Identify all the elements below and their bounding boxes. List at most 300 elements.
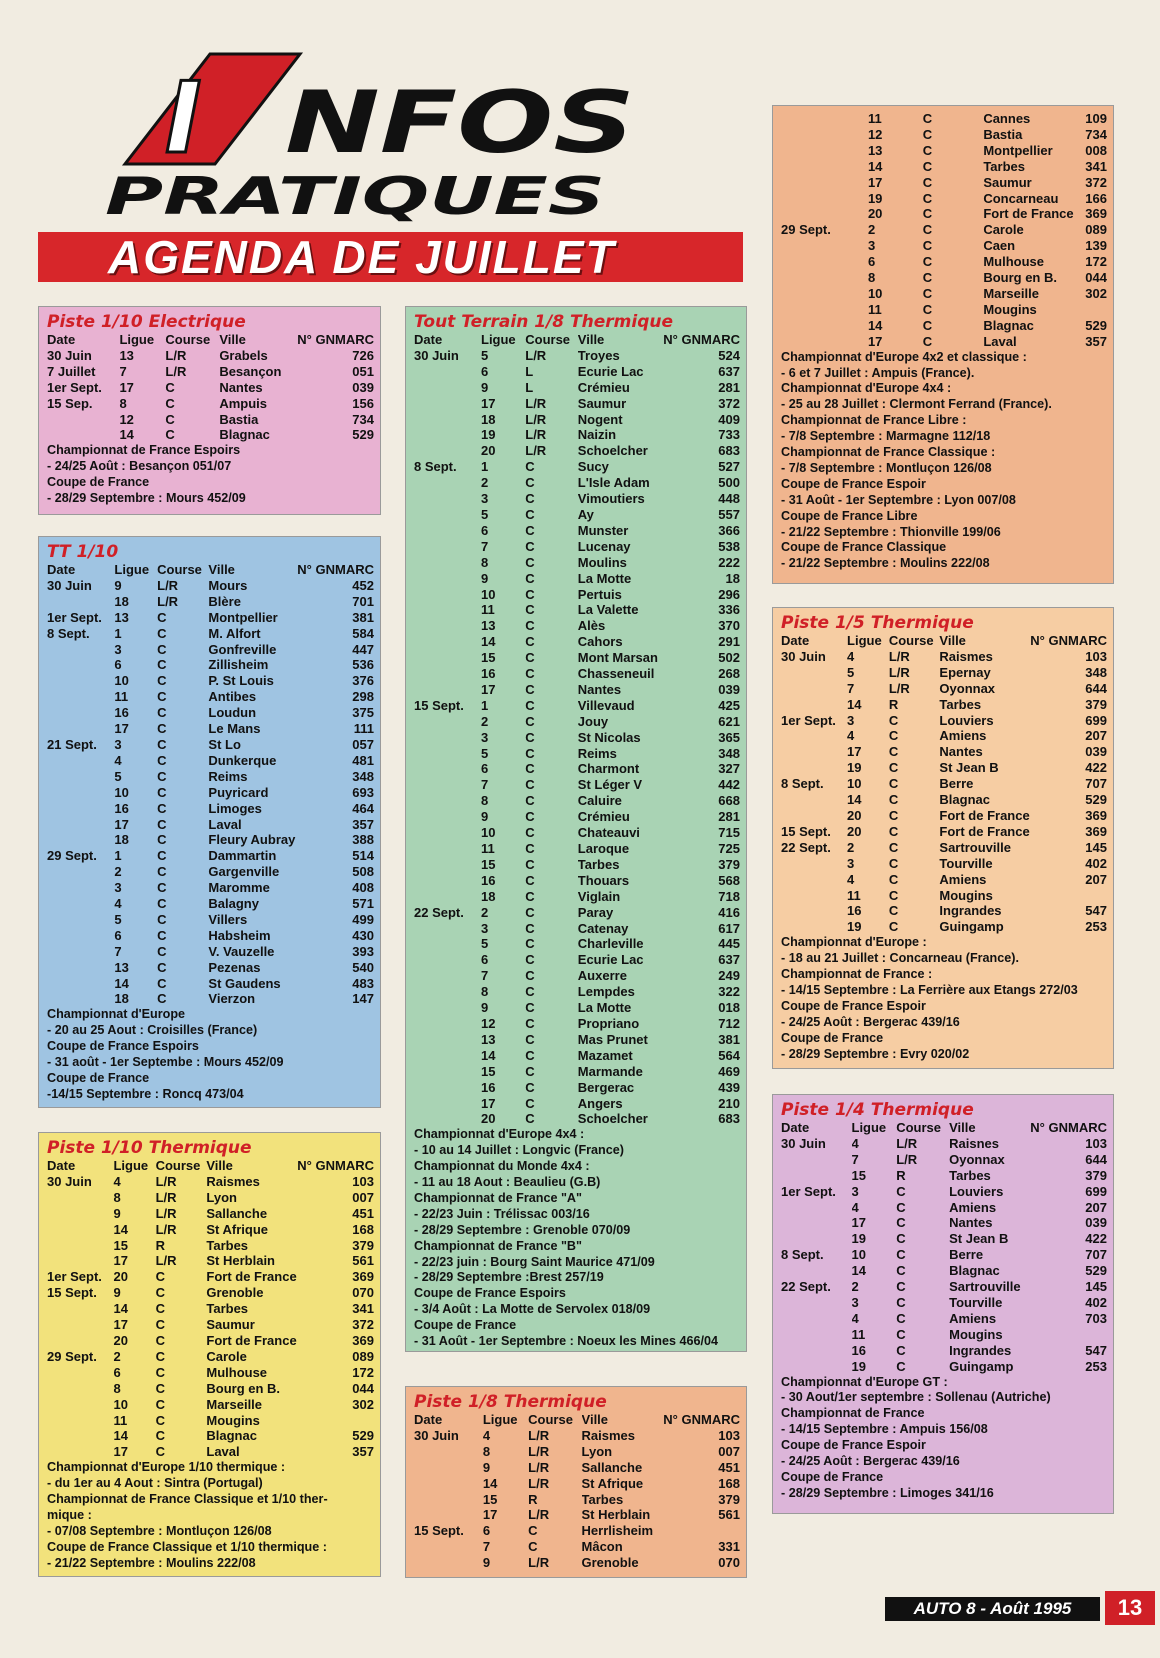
table-cell: Blagnac <box>949 1263 1000 1279</box>
table-cell: C <box>888 760 899 776</box>
table-cell: C <box>157 880 167 896</box>
column-header: Ville <box>219 332 246 347</box>
table-cell: L/R <box>528 1427 550 1443</box>
table-cell: 483 <box>352 975 374 991</box>
table-cell: 422 <box>1085 1231 1107 1247</box>
table-cell: 4 <box>851 1135 859 1151</box>
table-row <box>47 896 374 912</box>
table-row <box>414 889 740 905</box>
table-row <box>781 728 1107 744</box>
table-cell: 529 <box>1085 792 1107 808</box>
table-cell: 370 <box>718 618 740 634</box>
note-line: Coupe de France <box>781 1469 884 1484</box>
logo-letter: I <box>165 62 202 176</box>
table-cell: 540 <box>352 959 374 975</box>
table-cell: L/R <box>528 1475 550 1491</box>
table-cell: Dammartin <box>208 848 277 864</box>
championship-notes <box>781 350 1107 573</box>
table-cell: 3 <box>847 855 855 871</box>
table-cell: C <box>525 1047 535 1063</box>
table-cell: Tarbes <box>577 856 620 872</box>
table-cell: 16 <box>481 666 496 682</box>
table-cell <box>414 1096 481 1112</box>
table-cell: 718 <box>718 888 740 904</box>
table-cell: 15 Sept. <box>414 1523 464 1539</box>
table-cell: 712 <box>718 1015 740 1031</box>
table-cell: C <box>157 641 167 657</box>
table-cell: 168 <box>352 1221 374 1237</box>
table-cell: C <box>922 111 933 126</box>
table-cell: 388 <box>352 832 374 848</box>
table-cell: Laval <box>983 333 1017 349</box>
table-cell: Moulins <box>577 554 627 570</box>
table-cell: Mougins <box>206 1412 260 1428</box>
table-cell <box>414 539 481 555</box>
note-line: Coupe de France <box>414 1318 517 1333</box>
table-cell: C <box>922 333 933 349</box>
table-cell: C <box>157 673 167 689</box>
note-line: Championnat d'Europe 4x4 : <box>414 1127 585 1142</box>
table-cell: C <box>525 809 535 825</box>
table-row <box>414 412 740 428</box>
table-cell: C <box>525 697 535 713</box>
table-cell: 451 <box>718 1459 740 1475</box>
table-cell: 14 <box>847 696 862 712</box>
table-cell: 416 <box>718 904 740 920</box>
table-row <box>47 1174 374 1190</box>
table-cell <box>414 952 481 968</box>
table-cell: C <box>922 317 933 333</box>
table-row <box>781 888 1107 904</box>
table-cell: 3 <box>847 712 855 728</box>
table-cell <box>47 594 114 610</box>
table-cell: Lempdes <box>577 984 635 1000</box>
table-cell <box>781 1311 852 1327</box>
table-row <box>47 642 374 658</box>
table-cell <box>781 334 868 350</box>
table-cell: C <box>888 728 899 744</box>
table-row <box>414 936 740 952</box>
table-row <box>47 848 374 864</box>
table-row <box>781 856 1107 872</box>
note-line: - 22/23 juin : Bourg Saint Maurice 471/09 <box>414 1254 655 1269</box>
table-cell <box>414 841 481 857</box>
table-cell: C <box>888 712 899 728</box>
table-cell: 10 <box>851 1247 866 1263</box>
table-cell: 500 <box>718 475 740 491</box>
table-cell: Maromme <box>208 880 270 896</box>
table-row <box>47 1333 374 1349</box>
note-line: Coupe de France Espoirs <box>414 1286 566 1301</box>
table-cell: 683 <box>718 443 740 459</box>
table-cell: 13 <box>867 142 883 158</box>
table-cell <box>781 206 868 222</box>
table-row <box>47 427 374 443</box>
table-cell: C <box>157 975 167 991</box>
table-cell: 348 <box>718 745 740 761</box>
table-row <box>47 1413 374 1429</box>
table-row <box>781 206 1107 222</box>
table-cell: 379 <box>352 1237 374 1253</box>
column-header: Ville <box>581 1412 609 1427</box>
table-cell <box>781 1263 852 1279</box>
table-row <box>47 864 374 880</box>
page-number: 13 <box>1105 1591 1155 1625</box>
column-header: Course <box>157 562 202 577</box>
note-line: - 21/22 Septembre : Moulins 222/08 <box>781 556 990 571</box>
table-row <box>47 396 374 412</box>
table-cell: 357 <box>352 816 374 832</box>
table-cell: 19 <box>851 1358 866 1374</box>
table-cell: 103 <box>718 1427 740 1443</box>
table-cell: 9 <box>482 1555 491 1571</box>
table-cell: L/R <box>157 577 179 593</box>
table-cell: 348 <box>1085 664 1107 680</box>
header-row <box>47 1158 374 1174</box>
table-row <box>47 1301 374 1317</box>
note-line: mique : <box>47 1507 92 1522</box>
schedule-table <box>414 332 740 1127</box>
table-cell: Chasseneuil <box>577 666 655 682</box>
table-cell <box>47 1413 113 1429</box>
table-cell: 375 <box>352 705 374 721</box>
table-cell: 29 Sept. <box>781 222 831 238</box>
table-cell: 039 <box>1085 1215 1107 1231</box>
table-row <box>47 801 374 817</box>
table-row <box>47 1222 374 1238</box>
table-cell <box>781 1215 852 1231</box>
table-cell: 30 Juin <box>781 1135 826 1151</box>
table-cell: 089 <box>1085 222 1107 238</box>
table-cell: L/R <box>155 1205 177 1221</box>
table-cell <box>781 318 868 334</box>
table-cell: St Afrique <box>206 1221 269 1237</box>
table-cell: 4 <box>482 1427 491 1443</box>
table-cell: 8 <box>481 793 489 809</box>
table-row <box>414 841 740 857</box>
table-cell <box>781 903 847 919</box>
table-cell <box>1030 1327 1107 1343</box>
table-cell <box>781 143 868 159</box>
table-row <box>414 1460 740 1476</box>
table-cell: 15 <box>481 856 496 872</box>
table-cell: 10 <box>113 1396 128 1412</box>
table-cell <box>414 491 481 507</box>
header-row <box>47 562 374 578</box>
table-cell: 039 <box>718 681 740 697</box>
table-cell: 14 <box>867 158 883 174</box>
table-cell: L/R <box>155 1189 177 1205</box>
column-header: N° GNMARC <box>297 562 374 577</box>
table-cell: C <box>525 475 535 491</box>
table-cell: C <box>525 491 535 507</box>
table-cell <box>47 769 114 785</box>
table-cell: 29 Sept. <box>47 1348 97 1364</box>
table-cell <box>414 634 481 650</box>
table-cell: Catenay <box>577 920 629 936</box>
table-cell: C <box>896 1183 906 1199</box>
table-cell: 5 <box>114 911 122 927</box>
table-cell: Concarneau <box>983 190 1059 206</box>
table-cell <box>47 801 114 817</box>
table-cell: C <box>922 301 933 317</box>
table-cell: C <box>888 776 899 792</box>
table-cell: L/R <box>528 1507 550 1523</box>
table-cell: La Motte <box>577 1000 632 1016</box>
table-cell: 17 <box>851 1215 866 1231</box>
column-header: Ligue <box>847 633 882 648</box>
table-cell: 14 <box>867 317 883 333</box>
table-cell: 2 <box>113 1348 121 1364</box>
table-cell: C <box>157 959 167 975</box>
table-cell: 253 <box>1085 1358 1107 1374</box>
column-header: Date <box>781 1120 810 1135</box>
table-cell <box>414 475 481 491</box>
table-cell: 408 <box>352 880 374 896</box>
table-row <box>47 380 374 396</box>
table-cell: 11 <box>481 602 495 618</box>
table-cell: Villers <box>208 911 248 927</box>
note-line: Coupe de France Espoir <box>781 998 926 1013</box>
table-cell: 15 <box>481 1063 496 1079</box>
table-cell: Fort de France <box>206 1332 297 1348</box>
table-cell: 381 <box>352 609 374 625</box>
table-row <box>781 681 1107 697</box>
table-cell: Ampuis <box>219 395 267 411</box>
table-row <box>781 1215 1107 1231</box>
table-cell: 13 <box>481 1031 496 1047</box>
table-row <box>47 880 374 896</box>
table-cell: C <box>896 1358 906 1374</box>
table-cell: 524 <box>718 347 740 363</box>
table-cell: 2 <box>847 839 855 855</box>
note-line: Championnat du Monde 4x4 : <box>414 1159 590 1174</box>
table-cell <box>781 1343 852 1359</box>
table-row <box>781 872 1107 888</box>
table-cell: 139 <box>1085 238 1107 254</box>
table-cell: C <box>528 1523 538 1539</box>
table-cell: 341 <box>352 1301 374 1317</box>
table-row <box>781 286 1107 302</box>
table-cell: Amiens <box>939 871 987 887</box>
table-cell: Saumur <box>983 174 1032 190</box>
table-cell: 057 <box>352 736 374 752</box>
column-header: Ligue <box>114 562 150 577</box>
table-cell: Blagnac <box>219 427 270 443</box>
table-cell <box>47 1381 113 1397</box>
table-cell <box>47 976 114 992</box>
table-cell: Blère <box>208 593 241 609</box>
table-cell: L/R <box>896 1135 918 1151</box>
table-cell: Sallanche <box>581 1459 643 1475</box>
table-cell <box>414 921 481 937</box>
table-cell: C <box>525 1015 535 1031</box>
table-cell: C <box>922 142 933 158</box>
schedule-table <box>781 111 1107 350</box>
table-cell: 430 <box>352 927 374 943</box>
table-cell: C <box>157 689 167 705</box>
table-cell: 14 <box>847 792 862 808</box>
table-row <box>781 713 1107 729</box>
table-cell <box>47 657 114 673</box>
table-cell: Herrlisheim <box>581 1523 654 1539</box>
note-line: Championnat d'Europe GT : <box>781 1374 948 1389</box>
table-cell: L/R <box>525 411 547 427</box>
table-cell: 369 <box>1085 807 1107 823</box>
table-cell: R <box>888 696 899 712</box>
table-cell: 20 <box>867 206 883 222</box>
table-cell: C <box>157 736 167 752</box>
table-cell: C <box>157 991 167 1007</box>
table-cell: Caen <box>983 238 1016 254</box>
note-line: - 10 au 14 Juillet : Longvic (France) <box>414 1143 624 1158</box>
table-cell: Limoges <box>208 800 262 816</box>
table-cell: Crémieu <box>577 379 630 395</box>
table-cell: St Nicolas <box>577 729 641 745</box>
table-cell: Nantes <box>219 379 263 395</box>
table-cell: Reims <box>208 768 248 784</box>
table-cell: C <box>525 1095 535 1111</box>
table-cell: 365 <box>718 729 740 745</box>
table-cell: Dunkerque <box>208 752 277 768</box>
table-cell: Mulhouse <box>983 254 1044 270</box>
table-row <box>414 555 740 571</box>
table-cell: Louviers <box>949 1183 1004 1199</box>
table-row <box>781 1279 1107 1295</box>
box-piste-110-thermique <box>38 1132 381 1577</box>
table-cell: 693 <box>352 784 374 800</box>
table-cell: 402 <box>1085 855 1107 871</box>
table-cell: C <box>922 158 933 174</box>
table-cell: 17 <box>114 816 129 832</box>
table-cell: 11 <box>867 301 882 317</box>
table-cell <box>781 127 868 143</box>
note-line: Championnat de France "A" <box>414 1190 582 1205</box>
table-cell: St Léger V <box>577 777 643 793</box>
table-row <box>47 689 374 705</box>
table-cell: 19 <box>851 1231 866 1247</box>
table-cell: 568 <box>718 872 740 888</box>
table-cell <box>781 1152 852 1168</box>
table-row <box>781 238 1107 254</box>
table-cell: C <box>165 379 175 395</box>
table-cell: 103 <box>1085 1135 1107 1151</box>
table-cell: L'Isle Adam <box>577 475 650 491</box>
table-cell <box>414 1111 481 1127</box>
box-tt18-continued <box>772 105 1114 584</box>
table-cell: 249 <box>718 968 740 984</box>
table-cell: 561 <box>352 1253 374 1269</box>
table-cell <box>414 730 481 746</box>
table-row <box>414 730 740 746</box>
note-line: Coupe de France <box>47 1071 150 1085</box>
table-cell: 701 <box>352 593 374 609</box>
table-cell: L/R <box>528 1459 550 1475</box>
table-cell: C <box>525 586 535 602</box>
table-row <box>414 1539 740 1555</box>
table-cell: 6 <box>113 1364 121 1380</box>
table-cell: 1 <box>481 459 489 475</box>
magazine-issue-label: AUTO 8 - Août 1995 <box>885 1597 1100 1621</box>
table-cell: Nantes <box>949 1215 993 1231</box>
table-cell: Epernay <box>939 664 991 680</box>
table-cell: 1 <box>481 697 489 713</box>
note-line: - 24/25 Août : Bergerac 439/16 <box>781 1014 960 1029</box>
table-cell: L/R <box>888 648 910 664</box>
table-cell: 19 <box>847 760 862 776</box>
table-cell: 17 <box>481 1095 496 1111</box>
table-row <box>414 1111 740 1127</box>
table-cell: C <box>525 1000 535 1016</box>
championship-notes <box>47 1460 374 1571</box>
table-cell: 7 <box>481 968 489 984</box>
table-row <box>47 1238 374 1254</box>
table-cell <box>781 919 847 935</box>
table-cell: Caluire <box>577 793 622 809</box>
table-row <box>414 571 740 587</box>
table-cell: 10 <box>481 825 496 841</box>
table-cell: C <box>528 1539 538 1555</box>
box-title: TT 1/10 <box>47 542 119 562</box>
table-cell: 11 <box>114 689 129 705</box>
table-cell <box>414 746 481 762</box>
table-cell: 018 <box>718 1000 740 1016</box>
table-cell: 379 <box>718 1491 740 1507</box>
table-cell: 9 <box>482 1459 491 1475</box>
column-header: Course <box>165 332 211 347</box>
table-cell: Berre <box>949 1247 984 1263</box>
table-row <box>47 578 374 594</box>
table-cell: 372 <box>1085 174 1107 190</box>
table-cell: Carole <box>983 222 1024 238</box>
table-cell: C <box>896 1231 906 1247</box>
table-cell: 9 <box>113 1205 121 1221</box>
table-cell: Ingrandes <box>939 903 1002 919</box>
table-cell: 6 <box>867 254 876 270</box>
table-cell: C <box>155 1396 165 1412</box>
table-row <box>781 1247 1107 1263</box>
table-row <box>414 1476 740 1492</box>
table-cell: C <box>525 666 535 682</box>
table-cell: 3 <box>481 491 489 507</box>
table-cell: 644 <box>1085 680 1107 696</box>
note-line: - 18 au 21 Juillet : Concarneau (France). <box>781 951 1019 966</box>
table-cell: C <box>922 254 933 270</box>
table-cell: 6 <box>481 761 489 777</box>
table-cell: 4 <box>851 1199 859 1215</box>
table-cell: 14 <box>114 975 129 991</box>
table-cell: 536 <box>352 657 374 673</box>
table-cell <box>414 809 481 825</box>
table-cell: C <box>157 609 167 625</box>
table-cell: St Gaudens <box>208 975 281 991</box>
table-cell: 17 <box>114 721 129 737</box>
table-row <box>414 746 740 762</box>
table-cell: 2 <box>851 1279 859 1295</box>
table-cell: C <box>525 1079 535 1095</box>
table-row <box>414 1016 740 1032</box>
table-cell: 1 <box>114 625 122 641</box>
table-cell: 15 <box>113 1237 128 1253</box>
table-cell: 16 <box>114 800 129 816</box>
table-cell: 8 <box>481 554 489 570</box>
table-cell: C <box>525 872 535 888</box>
table-cell: La Valette <box>577 602 639 618</box>
table-cell <box>663 1523 740 1539</box>
table-cell: 039 <box>352 379 374 395</box>
table-row <box>781 254 1107 270</box>
table-row <box>47 610 374 626</box>
